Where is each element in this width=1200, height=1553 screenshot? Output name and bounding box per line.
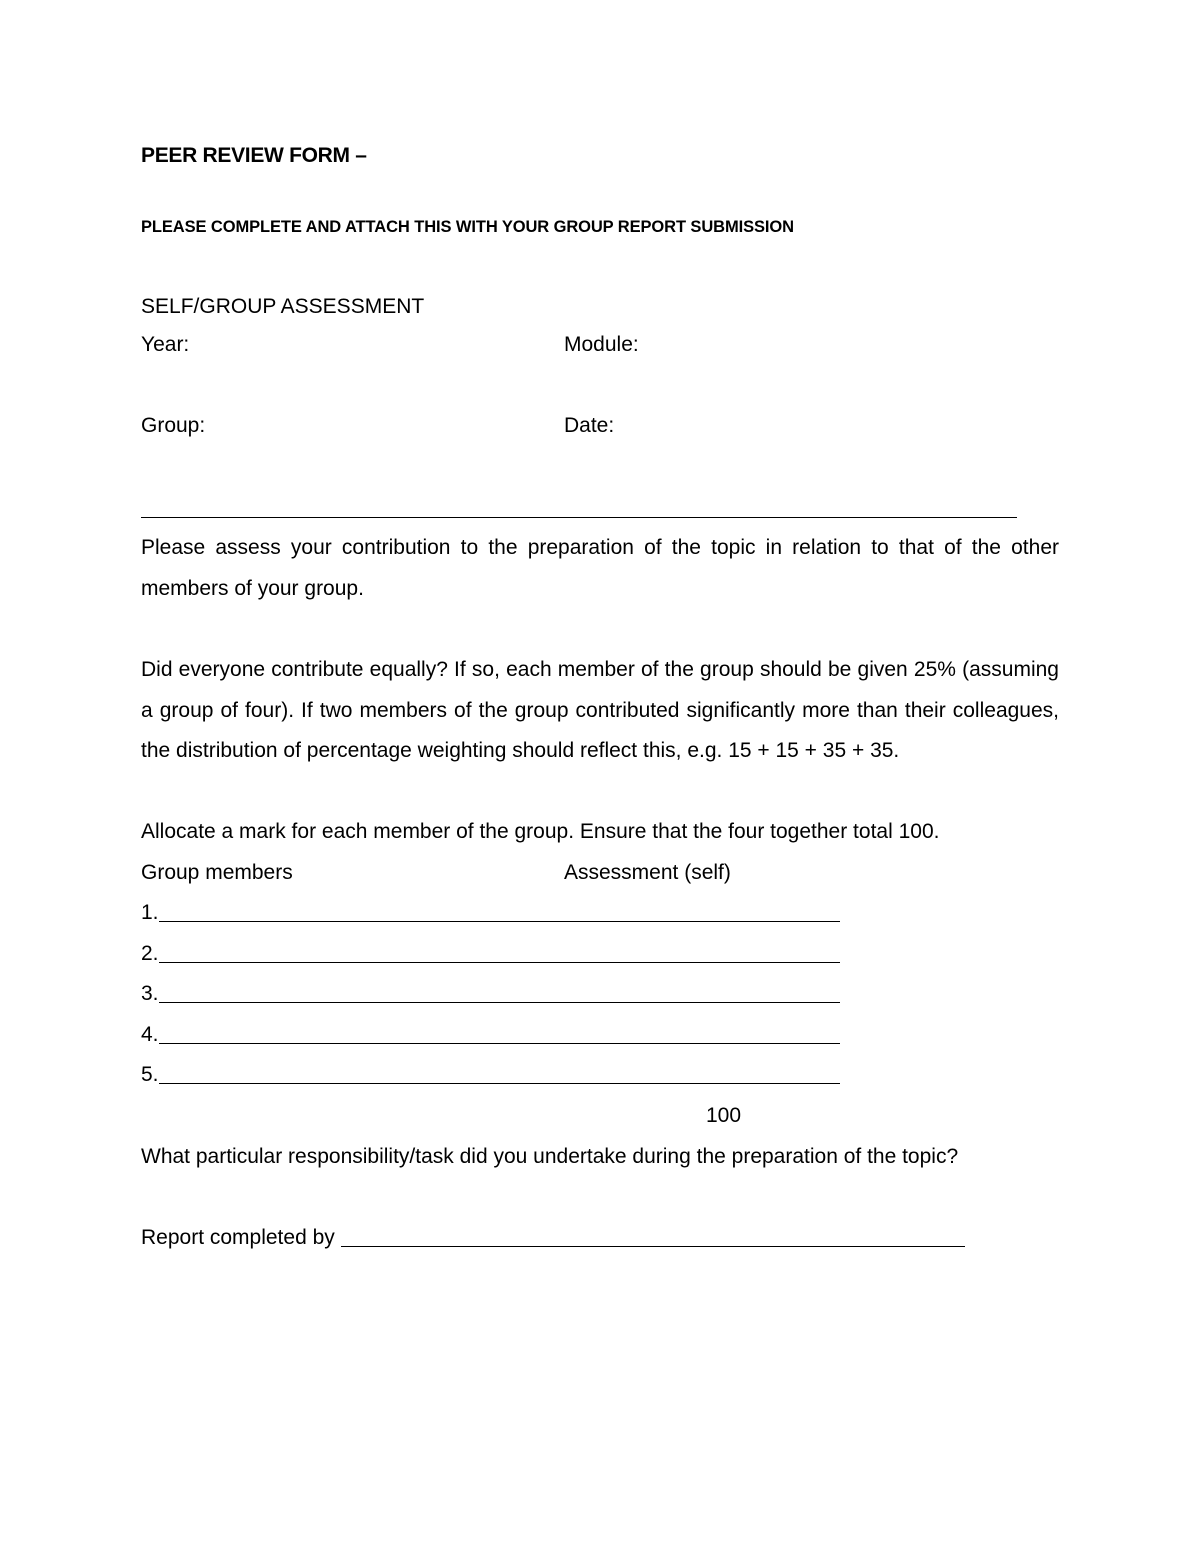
completed-by-line[interactable] (341, 1218, 965, 1247)
year-label: Year: (141, 333, 190, 356)
assessment-header: Assessment (self) (564, 861, 731, 884)
total-value: 100 (706, 1104, 742, 1127)
member-row (141, 893, 840, 934)
allocate-instruction: Allocate a mark for each member of the group. Ensure that the four together total 100. (141, 820, 940, 843)
member-entry-line[interactable] (159, 1015, 840, 1044)
completed-by-label: Report completed by (141, 1226, 341, 1249)
intro-paragraph: Please assess your contribution to the preparation of the topic in relation to that of the other members of your group. (141, 536, 1059, 600)
member-entry-line[interactable] (159, 1055, 840, 1084)
form-subtitle: PLEASE COMPLETE AND ATTACH THIS WITH YOUR GROUP REPORT SUBMISSION (141, 218, 794, 236)
section-divider (141, 517, 1017, 518)
member-number: 1. (141, 901, 159, 924)
member-number: 3. (141, 982, 159, 1005)
completed-by-row (141, 1218, 965, 1259)
member-number: 2. (141, 942, 159, 965)
member-entry-line[interactable] (159, 893, 840, 922)
section-heading: SELF/GROUP ASSESSMENT (141, 295, 425, 318)
member-row (141, 974, 840, 1015)
member-row (141, 1015, 840, 1056)
responsibility-question: What particular responsibility/task did you undertake during the preparation of the topic? (141, 1145, 959, 1168)
group-members-header: Group members (141, 861, 293, 884)
group-label: Group: (141, 414, 206, 437)
member-entry-line[interactable] (159, 934, 840, 963)
member-number: 4. (141, 1023, 159, 1046)
member-row (141, 1055, 840, 1096)
member-number: 5. (141, 1063, 159, 1086)
member-entry-line[interactable] (159, 974, 840, 1003)
module-label: Module: (564, 333, 639, 356)
equal-contribution-paragraph: Did everyone contribute equally? If so, each member of the group should be given 25% (assuming a group of four). If two members of the group contributed significantly more than their colleagues, the distribution of percentage weighting should reflect this, e.g. 15 + 15 + 35 + 35. (141, 658, 1059, 762)
form-title: PEER REVIEW FORM – (141, 144, 367, 167)
date-label: Date: (564, 414, 615, 437)
member-row (141, 934, 840, 975)
